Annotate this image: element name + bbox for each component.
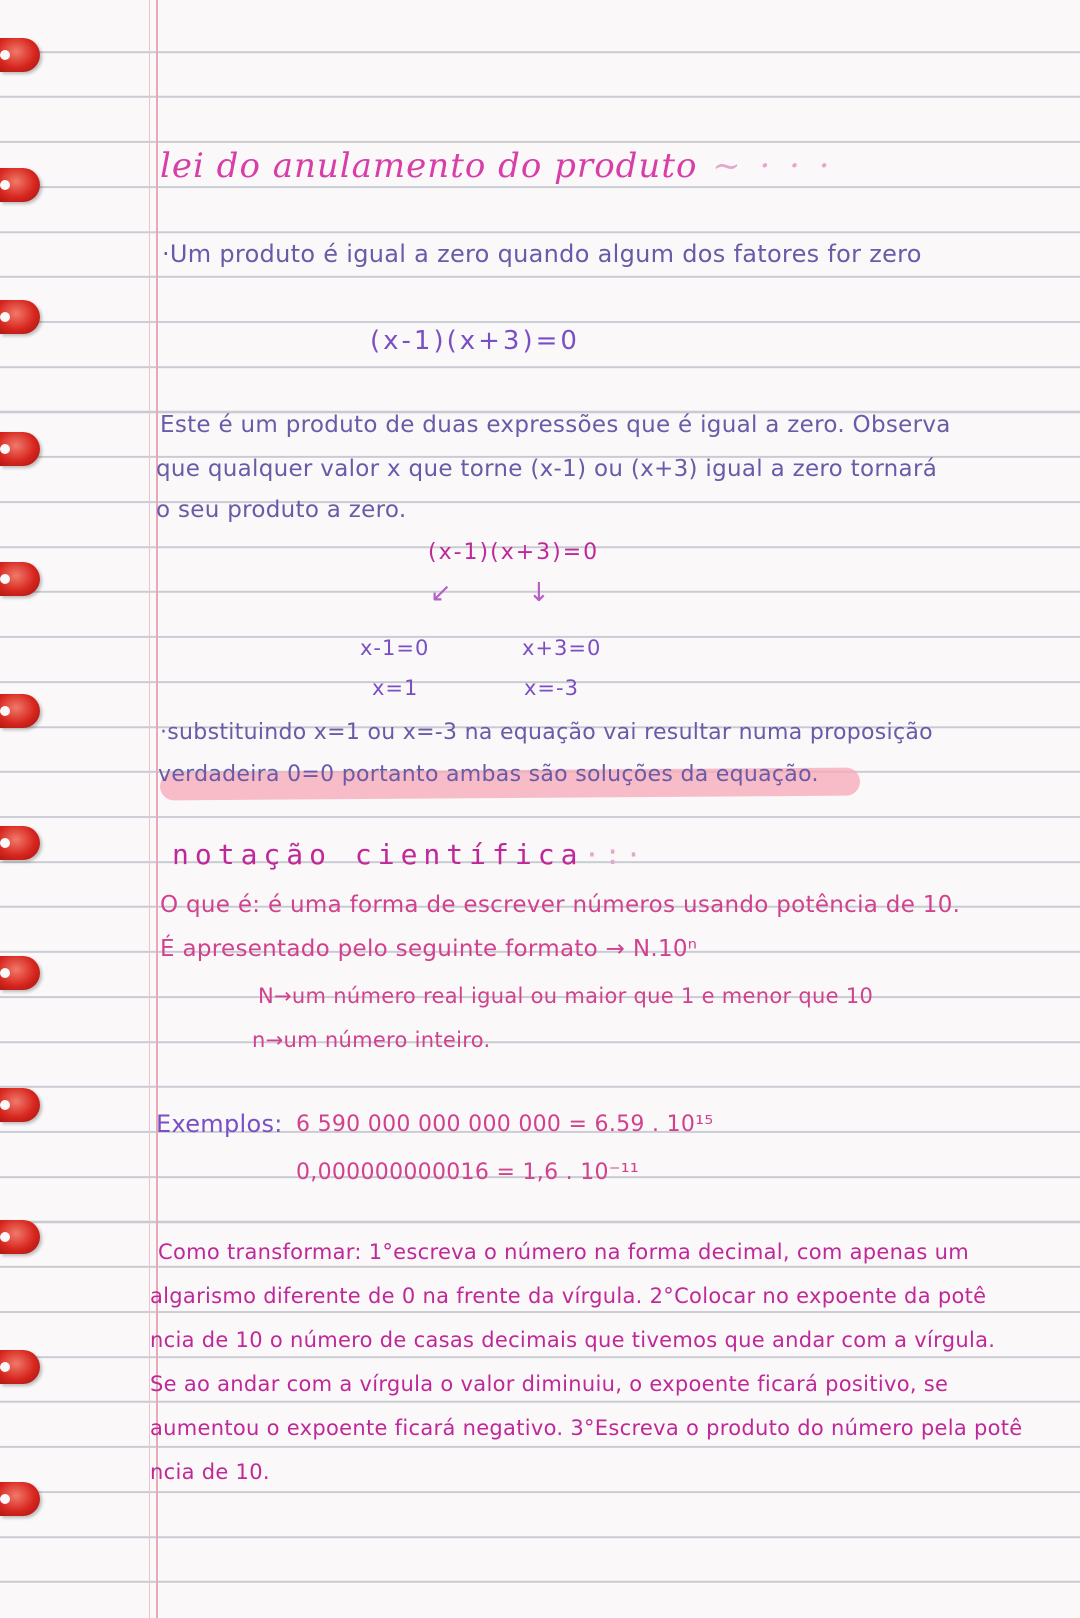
explanation-line-3: o seu produto a zero. bbox=[156, 497, 407, 523]
what-is-text: O que é: é uma forma de escrever números usando potência de 10. bbox=[160, 892, 961, 918]
format-text: É apresentado pelo seguinte formato → N.10ⁿ bbox=[160, 936, 698, 962]
examples-label: Exemplos: bbox=[156, 1110, 283, 1138]
how-to-line-6: ncia de 10. bbox=[150, 1460, 270, 1484]
right-equation: x+3=0 bbox=[522, 636, 602, 660]
spiral-ring-icon bbox=[0, 562, 40, 596]
page-title: lei do anulamento do produto ~ · · · bbox=[160, 146, 834, 186]
left-solution: x=1 bbox=[372, 676, 419, 700]
spiral-ring-icon bbox=[0, 168, 40, 202]
spiral-ring-icon bbox=[0, 826, 40, 860]
subtitle-decoration: ·:· bbox=[583, 838, 647, 871]
conclusion-line-1: ·substituindo x=1 ou x=-3 na equação vai resultar numa proposição bbox=[160, 720, 933, 745]
main-equation: (x-1)(x+3)=0 bbox=[370, 326, 580, 356]
example-2: 0,000000000016 = 1,6 . 10⁻¹¹ bbox=[296, 1160, 639, 1185]
arrow-down-left-icon: ↙ bbox=[430, 578, 452, 608]
how-to-line-1: Como transformar: 1°escreva o número na forma decimal, com apenas um bbox=[158, 1240, 969, 1264]
how-to-line-2: algarismo diferente de 0 na frente da vírgula. 2°Colocar no expoente da potê bbox=[150, 1284, 987, 1308]
spiral-ring-icon bbox=[0, 1220, 40, 1254]
right-solution: x=-3 bbox=[524, 676, 579, 700]
spiral-ring-icon bbox=[0, 38, 40, 72]
left-equation: x-1=0 bbox=[360, 636, 430, 660]
arrow-down-icon: ↓ bbox=[528, 578, 550, 608]
title-decoration: ~ · · · bbox=[697, 146, 834, 186]
spiral-ring-icon bbox=[0, 1482, 40, 1516]
how-to-line-3: ncia de 10 o número de casas decimais que tivemos que andar com a vírgula. bbox=[150, 1328, 996, 1352]
definition-text: ·Um produto é igual a zero quando algum dos fatores for zero bbox=[162, 240, 922, 268]
spiral-ring-icon bbox=[0, 1350, 40, 1384]
spiral-ring-icon bbox=[0, 432, 40, 466]
how-to-line-5: aumentou o expoente ficará negativo. 3°Escreva o produto do número pela potê bbox=[150, 1416, 1023, 1440]
diagram-equation: (x-1)(x+3)=0 bbox=[428, 540, 600, 565]
example-1: 6 590 000 000 000 000 = 6.59 . 10¹⁵ bbox=[296, 1112, 714, 1137]
spiral-ring-icon bbox=[0, 694, 40, 728]
exponent-definition: n→um número inteiro. bbox=[252, 1028, 491, 1052]
section-title-scientific-notation: notação científica·:· bbox=[172, 838, 647, 871]
n-definition: N→um número real igual ou maior que 1 e menor que 10 bbox=[258, 984, 874, 1008]
how-to-line-4: Se ao andar com a vírgula o valor diminuiu, o expoente ficará positivo, se bbox=[150, 1372, 949, 1396]
spiral-ring-icon bbox=[0, 300, 40, 334]
spiral-ring-icon bbox=[0, 1088, 40, 1122]
explanation-line-2: que qualquer valor x que torne (x-1) ou (x+3) igual a zero tornará bbox=[156, 456, 938, 482]
spiral-ring-icon bbox=[0, 956, 40, 990]
explanation-line-1: Este é um produto de duas expressões que é igual a zero. Observa bbox=[160, 412, 951, 438]
conclusion-line-2: verdadeira 0=0 portanto ambas são soluções da equação. bbox=[158, 762, 819, 787]
